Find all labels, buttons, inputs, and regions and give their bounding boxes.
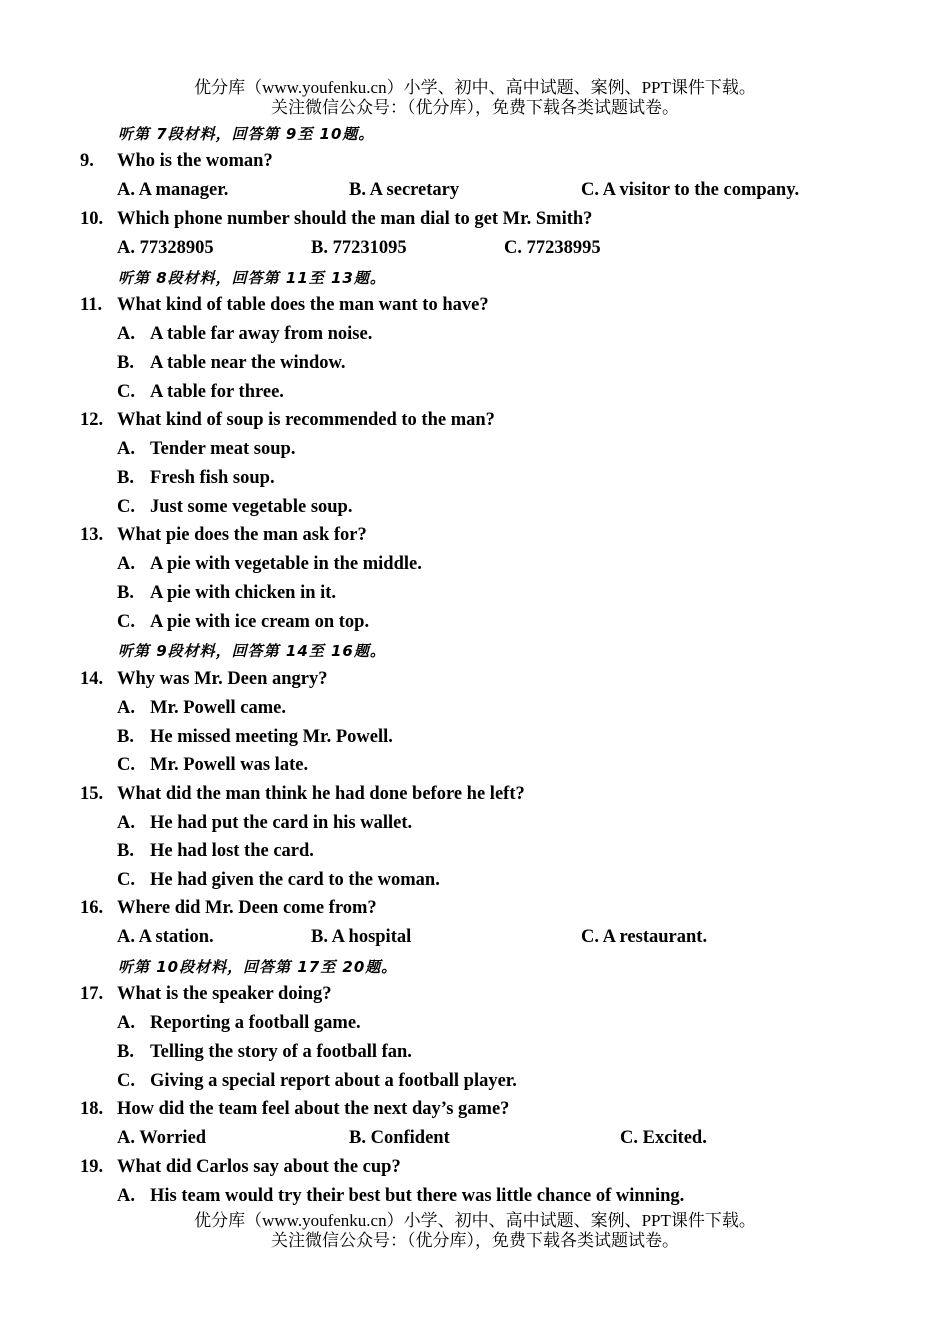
option-text: Reporting a football game. (150, 1013, 361, 1033)
option-b: B. 77231095 (311, 238, 407, 258)
option-text: A table far away from noise. (150, 324, 373, 344)
question-text: How did the team feel about the next day’s game? (117, 1099, 510, 1119)
question-text: What pie does the man ask for? (117, 525, 367, 545)
option-text: Fresh fish soup. (150, 468, 275, 488)
option-a: A. 77328905 (117, 238, 214, 258)
question-text: What kind of table does the man want to have? (117, 295, 489, 315)
option-label: A. (117, 439, 135, 459)
option-b: B. A hospital (311, 927, 412, 947)
option-label: C. (117, 382, 135, 402)
option-label: C. (117, 497, 135, 517)
question-number: 11. (80, 295, 103, 315)
option-text: A pie with vegetable in the middle. (150, 554, 422, 574)
option-label: B. (117, 1042, 134, 1062)
question-text: Where did Mr. Deen come from? (117, 898, 377, 918)
option-text: His team would try their best but there was little chance of winning. (150, 1186, 685, 1206)
option-b: B. A secretary (349, 180, 460, 200)
option-label: B. (117, 353, 134, 373)
option-a: A. A manager. (117, 180, 229, 200)
option-b: B. Confident (349, 1128, 450, 1148)
option-text: Telling the story of a football fan. (150, 1042, 412, 1062)
question-number: 13. (80, 525, 104, 545)
question-number: 14. (80, 669, 104, 689)
option-text: He missed meeting Mr. Powell. (150, 727, 393, 747)
question-number: 18. (80, 1099, 104, 1119)
option-text: A pie with ice cream on top. (150, 612, 370, 632)
page-footer-line-1: 优分库（www.youfenku.cn）小学、初中、高中试题、案例、PPT课件下载。 (194, 1211, 756, 1230)
page-header-line-1: 优分库（www.youfenku.cn）小学、初中、高中试题、案例、PPT课件下载。 (194, 78, 756, 97)
option-text: Mr. Powell was late. (150, 755, 309, 775)
option-label: B. (117, 468, 134, 488)
question-text: What kind of soup is recommended to the man? (117, 410, 495, 430)
option-label: C. (117, 870, 135, 890)
question-text: Which phone number should the man dial to get Mr. Smith? (117, 209, 593, 229)
option-label: B. (117, 727, 134, 747)
page-header-line-2: 关注微信公众号：（优分库），免费下载各类试题试卷。 (271, 98, 679, 117)
option-c: C. 77238995 (504, 238, 601, 258)
option-label: B. (117, 841, 134, 861)
question-number: 10. (80, 209, 104, 229)
option-label: A. (117, 554, 135, 574)
option-label: A. (117, 1013, 135, 1033)
question-text: What did the man think he had done before he left? (117, 784, 525, 804)
option-label: A. (117, 813, 135, 833)
option-text: Just some vegetable soup. (150, 497, 353, 517)
question-text: What did Carlos say about the cup? (117, 1157, 401, 1177)
option-c: C. A visitor to the company. (581, 180, 800, 200)
option-text: He had put the card in his wallet. (150, 813, 413, 833)
question-text: Why was Mr. Deen angry? (117, 669, 328, 689)
section-instruction-8: 听第 8段材料，回答第 11至 13题。 (118, 269, 386, 287)
question-number: 19. (80, 1157, 104, 1177)
question-number: 9. (80, 151, 94, 171)
section-instruction-10: 听第 10段材料，回答第 17至 20题。 (118, 958, 398, 976)
option-label: C. (117, 755, 135, 775)
option-label: B. (117, 583, 134, 603)
option-label: A. (117, 698, 135, 718)
option-label: C. (117, 612, 135, 632)
option-text: Tender meat soup. (150, 439, 296, 459)
option-text: He had given the card to the woman. (150, 870, 440, 890)
option-text: A table near the window. (150, 353, 346, 373)
option-a: A. A station. (117, 927, 214, 947)
option-text: A pie with chicken in it. (150, 583, 337, 603)
option-a: A. Worried (117, 1128, 207, 1148)
page-footer-line-2: 关注微信公众号：（优分库），免费下载各类试题试卷。 (271, 1231, 679, 1250)
option-c: C. Excited. (620, 1128, 707, 1148)
section-instruction-7: 听第 7段材料，回答第 9至 10题。 (118, 125, 375, 143)
question-number: 16. (80, 898, 104, 918)
option-label: A. (117, 324, 135, 344)
option-text: Mr. Powell came. (150, 698, 286, 718)
question-number: 12. (80, 410, 104, 430)
section-instruction-9: 听第 9段材料，回答第 14至 16题。 (118, 642, 386, 660)
question-text: What is the speaker doing? (117, 984, 332, 1004)
option-text: He had lost the card. (150, 841, 314, 861)
question-number: 15. (80, 784, 104, 804)
option-c: C. A restaurant. (581, 927, 708, 947)
option-label: C. (117, 1071, 135, 1091)
question-number: 17. (80, 984, 104, 1004)
option-text: Giving a special report about a football player. (150, 1071, 517, 1091)
option-text: A table for three. (150, 382, 284, 402)
question-text: Who is the woman? (117, 151, 273, 171)
option-label: A. (117, 1186, 135, 1206)
